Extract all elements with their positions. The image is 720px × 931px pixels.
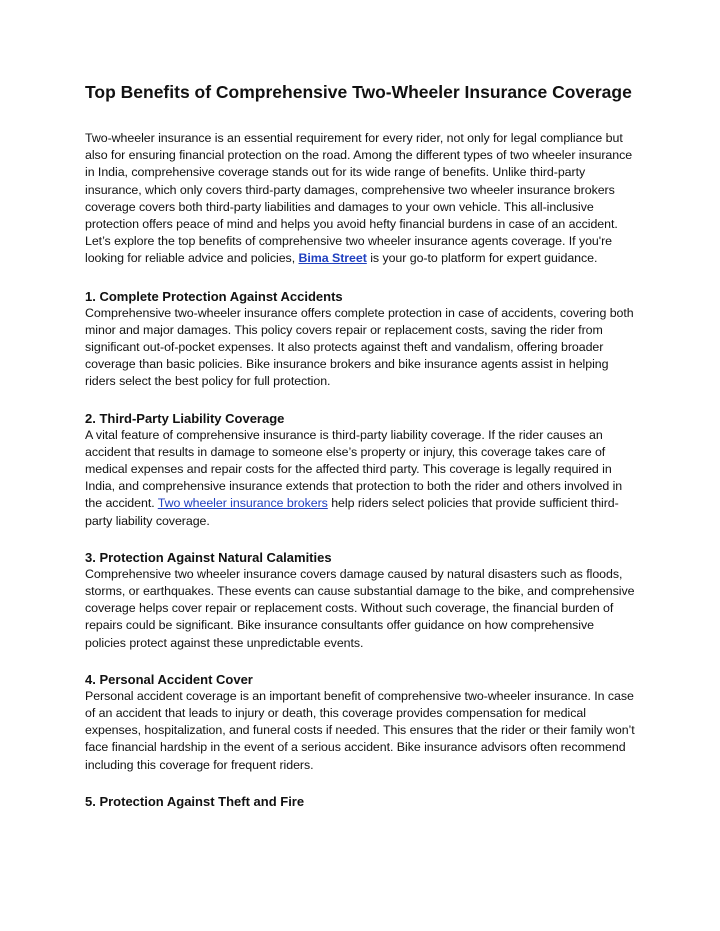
document-title: Top Benefits of Comprehensive Two-Wheeler Insurance Coverage — [85, 82, 632, 102]
two-wheeler-insurance-brokers-link[interactable]: Two wheeler insurance brokers — [157, 496, 328, 511]
section-heading: 3. Protection Against Natural Calamities — [85, 549, 332, 565]
intro-text: Two-wheeler insurance is an essential requirement for every rider, not only for legal compliance but also for ensuring financial protection on the road. Among the different types of two wheeler insurance in India, comprehensive coverage stands out for its wide range of benefits. Unlike third-party insurance, which only covers third-party damages, comprehensive two wheeler insurance brokers coverage covers both third-party liabilities and damages to your own vehicle. This all-inclusive protection offers peace of mind and helps you avoid hefty financial burdens in case of an accident. Let’s explore the top benefits of comprehensive two wheeler insurance agents coverage. If you're looking for reliable advice and policies, — [85, 131, 633, 266]
section-body: Comprehensive two-wheeler insurance offers complete protection in case of accidents, covering both minor and major damages. This policy covers repair or replacement costs, saving the rider from significant out-of-pocket expenses. It also protects against theft and vandalism, offering broader coverage than basic policies. Bike insurance brokers and bike insurance agents assist in helping riders select the best policy for full protection. — [85, 305, 634, 389]
section-heading: 5. Protection Against Theft and Fire — [85, 793, 305, 809]
section-natural-calamities — [85, 549, 637, 652]
section-heading: 1. Complete Protection Against Accidents — [85, 288, 343, 304]
section-body: Personal accident coverage is an important benefit of comprehensive two-wheeler insurance. In case of an accident that leads to injury or death, this coverage provides compensation for medical expenses, hospitalization, and funeral costs if needed. This ensures that the rider or their family won’t face financial hardship in the event of a serious accident. Bike insurance advisors often recommend including this coverage for frequent riders. — [85, 688, 635, 772]
bima-street-link[interactable]: Bima Street — [298, 251, 367, 266]
section-body-text: A vital feature of comprehensive insurance is third-party liability coverage. If the rider causes an accident that results in damage to someone else’s property or injury, this coverage takes care of medical expenses and repair costs for the affected third party. This coverage is legally required in India, and comprehensive insurance extends that protection to both the rider and others involved in the accident. — [85, 427, 623, 511]
section-body — [85, 427, 637, 530]
section-body: Comprehensive two wheeler insurance covers damage caused by natural disasters such as floods, storms, or earthquakes. These events can cause substantial damage to the bike, and comprehensive coverage helps cover repair or replacement costs. Without such coverage, the financial burden of repairs could be significant. Bike insurance consultants offer guidance on how comprehensive policies protect against these unpredictable events. — [85, 566, 635, 650]
intro-text-end: is your go-to platform for expert guidance. — [366, 251, 598, 266]
section-third-party-liability — [85, 410, 637, 530]
section-complete-protection — [85, 288, 637, 391]
intro-paragraph — [85, 130, 637, 268]
document-page — [85, 80, 637, 829]
section-heading: 2. Third-Party Liability Coverage — [85, 410, 285, 426]
section-personal-accident — [85, 671, 637, 774]
section-body-text-end: help riders select policies that provide sufficient third-party liability coverage. — [85, 496, 619, 528]
section-heading: 4. Personal Accident Cover — [85, 671, 253, 687]
section-theft-fire — [85, 793, 637, 810]
